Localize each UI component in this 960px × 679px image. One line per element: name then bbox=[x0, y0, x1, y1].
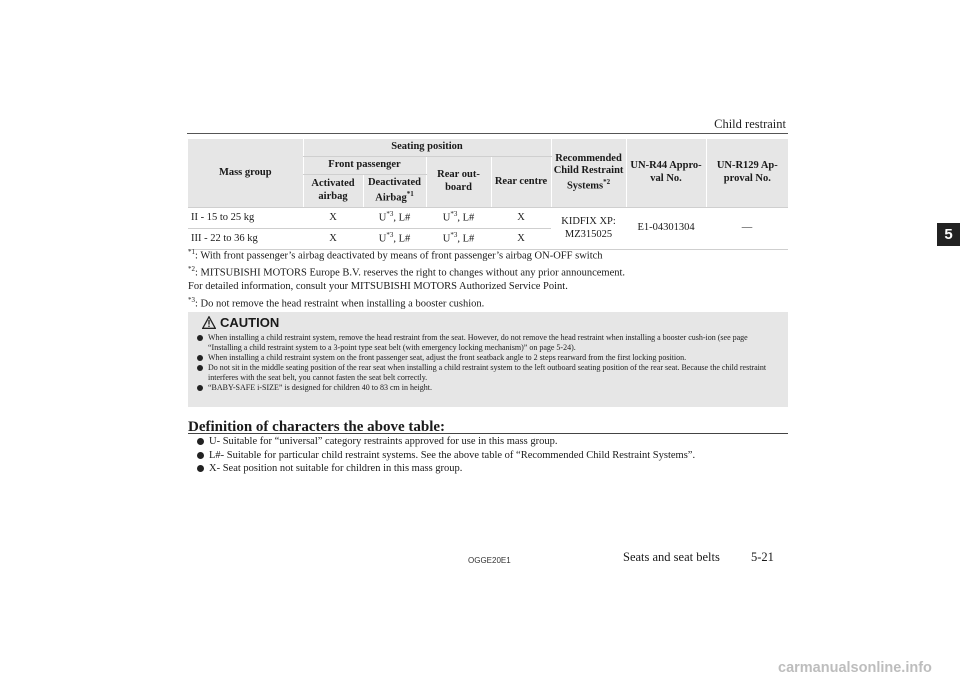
header-deactivated-airbag bbox=[363, 175, 426, 208]
caution-item-text: “BABY-SAFE i-SIZE” is designed for children 40 to 83 cm in height. bbox=[208, 383, 432, 392]
activated-cell: X bbox=[303, 229, 363, 250]
header-unr44: UN-R44 Appro-val No. bbox=[626, 139, 706, 208]
rear-rest: , L# bbox=[457, 212, 475, 224]
deactivated-rest: , L# bbox=[393, 212, 411, 224]
caution-item-text: When installing a child restraint system on the front passenger seat, adjust the front seatback angle to 2 steps rearward from the first locking position. bbox=[208, 353, 687, 362]
caution-item bbox=[196, 363, 782, 383]
rear-centre-cell: X bbox=[491, 229, 551, 250]
header-rear-outboard: Rear out-board bbox=[426, 157, 491, 208]
note-text: : With front passenger’s airbag deactivated by means of front passenger’s airbag ON-OFF switch bbox=[195, 250, 603, 262]
header-unr129: UN-R129 Ap-proval No. bbox=[706, 139, 788, 208]
caution-box bbox=[188, 312, 788, 407]
rear-u-note: *3 bbox=[450, 210, 458, 219]
footer-section-name: Seats and seat belts bbox=[623, 550, 720, 564]
mass-group-cell: II - 15 to 25 kg bbox=[188, 208, 303, 229]
definition-item bbox=[197, 435, 787, 449]
note-line bbox=[188, 263, 788, 280]
note-line bbox=[188, 280, 788, 294]
deactivated-rest: , L# bbox=[393, 233, 411, 245]
bullet-icon bbox=[197, 465, 204, 472]
recommended-line1: KIDFIX XP: bbox=[561, 215, 616, 227]
caution-list bbox=[196, 333, 782, 393]
note-mark: *1 bbox=[188, 248, 195, 256]
header-activated-airbag: Activated airbag bbox=[303, 175, 363, 208]
recommended-cell bbox=[551, 208, 626, 250]
deactivated-cell bbox=[363, 208, 426, 229]
deactivated-u-note: *3 bbox=[386, 210, 394, 219]
definition-item bbox=[197, 462, 787, 476]
note-text: : MITSUBISHI MOTORS Europe B.V. reserves the right to changes without any prior announcement. bbox=[195, 267, 626, 279]
header-recommended bbox=[551, 139, 626, 208]
definition-title: Definition of characters the above table: bbox=[188, 419, 446, 435]
deactivated-u-note: *3 bbox=[386, 231, 394, 240]
mass-group-cell: III - 22 to 36 kg bbox=[188, 229, 303, 250]
bullet-icon bbox=[197, 452, 204, 459]
deactivated-label: Deactivated Airbag bbox=[367, 177, 422, 204]
activated-cell: X bbox=[303, 208, 363, 229]
caution-item bbox=[196, 353, 782, 363]
rear-u: U bbox=[442, 233, 451, 245]
chapter-tab[interactable]: 5 bbox=[937, 223, 960, 246]
table-row bbox=[188, 208, 788, 229]
top-rule bbox=[187, 133, 788, 134]
note-text: For detailed information, consult your MITSUBISHI MOTORS Authorized Service Point. bbox=[188, 281, 568, 292]
rear-u: U bbox=[442, 212, 451, 224]
unr44-cell: E1-04301304 bbox=[626, 208, 706, 250]
page-number: 5-21 bbox=[751, 550, 774, 564]
rear-centre-cell: X bbox=[491, 208, 551, 229]
definition-rule bbox=[188, 433, 788, 434]
definition-item-text: L#- Suitable for particular child restraint systems. See the above table of “Recommended Child Restraint Systems”. bbox=[209, 449, 696, 461]
caution-item-text: When installing a child restraint system, remove the head restraint from the seat. However, do not remove the head restraint when installing a booster cush-ion (see page “Installing a child restraint system to a 3-point type seat belt (with emergency locking mechanism)” on page 5-24). bbox=[208, 333, 748, 352]
unr129-cell: — bbox=[706, 208, 788, 250]
document-code: OGGE20E1 bbox=[468, 556, 511, 565]
deactivated-u: U bbox=[378, 212, 387, 224]
rear-u-note: *3 bbox=[450, 231, 458, 240]
deactivated-note: *1 bbox=[406, 189, 414, 198]
note-line bbox=[188, 294, 788, 311]
header-front-passenger: Front passenger bbox=[303, 157, 426, 175]
note-mark: *3 bbox=[188, 295, 195, 304]
bullet-icon bbox=[197, 385, 203, 391]
caution-header bbox=[202, 315, 782, 330]
caution-item bbox=[196, 383, 782, 393]
recommended-line2: MZ315025 bbox=[564, 228, 613, 240]
caution-item-text: Do not sit in the middle seating position of the rear seat when installing a child restraint system to the left outboard seating position of the rear seat. Because the child restraint interferes with the seat belt, you cannot fasten the seat belt correctly. bbox=[208, 363, 767, 382]
section-title: Child restraint bbox=[714, 117, 786, 131]
table-notes bbox=[188, 246, 788, 311]
recommended-note: *2 bbox=[603, 178, 611, 187]
rear-outboard-cell bbox=[426, 208, 491, 229]
recommended-label: Recommended Child Restraint Systems bbox=[553, 152, 624, 192]
header-seating-position: Seating position bbox=[303, 139, 551, 157]
header-rear-centre: Rear centre bbox=[491, 157, 551, 208]
child-seat-table bbox=[188, 139, 788, 250]
caution-title: CAUTION bbox=[220, 315, 280, 330]
header-mass-group: Mass group bbox=[188, 139, 303, 208]
definition-item-text: U- Suitable for “universal” category restraints approved for use in this mass group. bbox=[209, 436, 558, 447]
bullet-icon bbox=[197, 335, 203, 341]
bullet-icon bbox=[197, 365, 203, 371]
definition-list bbox=[197, 435, 787, 476]
rear-rest: , L# bbox=[457, 233, 475, 245]
bullet-icon bbox=[197, 438, 204, 445]
definition-item bbox=[197, 449, 787, 463]
bullet-icon bbox=[197, 355, 203, 361]
warning-icon bbox=[202, 316, 216, 329]
definition-item-text: X- Seat position not suitable for children in this mass group. bbox=[209, 463, 463, 475]
note-text: : Do not remove the head restraint when installing a booster cushion. bbox=[195, 298, 485, 309]
note-line bbox=[188, 246, 788, 263]
watermark: carmanualsonline.info bbox=[778, 660, 932, 676]
note-mark: *2 bbox=[188, 265, 195, 273]
caution-item bbox=[196, 333, 782, 353]
deactivated-u: U bbox=[378, 233, 387, 245]
